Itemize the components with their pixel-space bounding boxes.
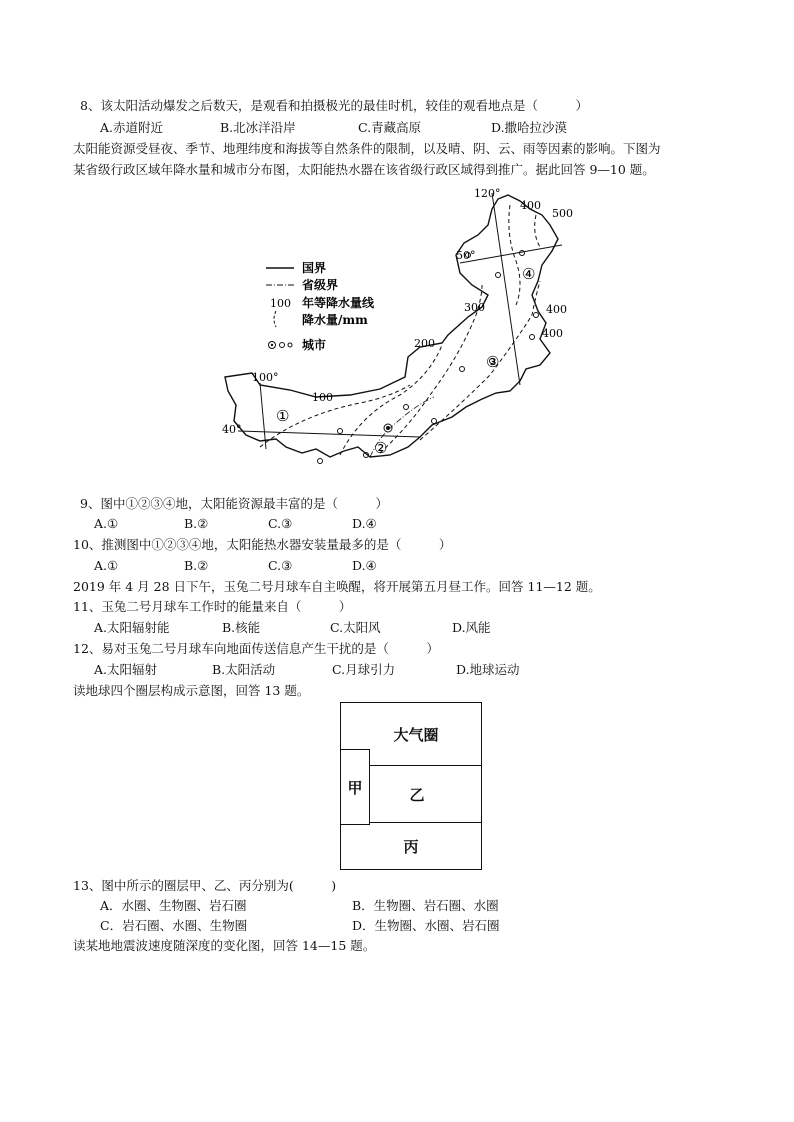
isohyet-value: 400 bbox=[542, 327, 563, 340]
lat-label-40: 40° bbox=[222, 423, 242, 436]
q10-option-d: D.④ bbox=[352, 558, 377, 573]
q9-stem: 9、图中①②③④地，太阳能资源最丰富的是（ ） bbox=[80, 496, 388, 511]
lon-label-120: 120° bbox=[474, 187, 501, 200]
q12-option-c: C.月球引力 bbox=[332, 662, 396, 677]
q11-option-b: B.核能 bbox=[222, 620, 261, 635]
city-marker bbox=[530, 335, 535, 340]
intro-11-12: 2019 年 4 月 28 日下午，玉兔二号月球车自主唤醒，将开展第五月昼工作。回答 11—12 题。 bbox=[73, 579, 601, 594]
intro-9-10-line2: 某省级行政区域年降水量和城市分布图，太阳能热水器在该省级行政区域得到推广。据此回答 9—10 题。 bbox=[73, 162, 655, 177]
q9-option-b: B.② bbox=[184, 516, 209, 531]
q12-option-d: D.地球运动 bbox=[456, 662, 520, 677]
city-marker bbox=[338, 429, 343, 434]
q8-option-d: D.撒哈拉沙漠 bbox=[491, 120, 568, 135]
q13-option-a: A．水圈、生物圈、岩石圈 bbox=[100, 898, 247, 913]
legend-provincial-border: 省级界 bbox=[302, 278, 339, 292]
lat-label-50: 50° bbox=[456, 249, 476, 262]
q11-option-c: C.太阳风 bbox=[330, 620, 381, 635]
earth-spheres-diagram bbox=[340, 702, 482, 870]
q12-option-a: A.太阳辐射 bbox=[94, 662, 158, 677]
legend-isohyet-label: 年等降水量线 bbox=[302, 296, 375, 310]
sphere-top-label: 大气圈 bbox=[393, 725, 439, 744]
q8-stem: 8、该太阳活动爆发之后数天，是观看和拍摄极光的最佳时机，较佳的观看地点是（ ） bbox=[80, 98, 588, 113]
city-marker bbox=[318, 459, 323, 464]
q11-option-d: D.风能 bbox=[452, 620, 491, 635]
q12-option-b: B.太阳活动 bbox=[212, 662, 276, 677]
map-legend bbox=[266, 260, 375, 352]
isohyet-500 bbox=[535, 215, 540, 247]
isohyet-value: 400 bbox=[546, 303, 567, 316]
q10-option-a: A.① bbox=[94, 558, 119, 573]
q10-option-c: C.③ bbox=[268, 558, 293, 573]
isohyet-value: 200 bbox=[414, 337, 435, 350]
intro-13: 读地球四个圈层构成示意图，回答 13 题。 bbox=[73, 683, 310, 698]
q10-option-b: B.② bbox=[184, 558, 209, 573]
region-2: ② bbox=[374, 439, 388, 457]
q12-stem: 12、易对玉兔二号月球车向地面传送信息产生干扰的是（ ） bbox=[73, 641, 439, 656]
q8-option-b: B.北冰洋沿岸 bbox=[220, 120, 296, 135]
lon-label-100: 100° bbox=[252, 371, 279, 384]
sphere-middle-label: 乙 bbox=[409, 785, 425, 804]
intro-9-10-line1: 太阳能资源受昼夜、季节、地理纬度和海拔等自然条件的限制，以及晴、阴、云、雨等因素的影响。下图为 bbox=[73, 141, 661, 156]
sphere-bottom-label: 丙 bbox=[403, 837, 419, 856]
city-marker bbox=[534, 313, 539, 318]
q11-option-a: A.太阳辐射能 bbox=[94, 620, 170, 635]
q13-option-d: D．生物圈、水圈、岩石圈 bbox=[352, 918, 500, 933]
legend-isohyet-sample-value: 100 bbox=[270, 297, 291, 310]
isohyet-value: 400 bbox=[520, 199, 541, 212]
isohyet-value: 500 bbox=[552, 207, 573, 220]
sphere-bottom-cell bbox=[341, 823, 481, 869]
q10-stem: 10、推测图中①②③④地，太阳能热水器安装量最多的是（ ） bbox=[73, 537, 452, 552]
q9-option-c: C.③ bbox=[268, 516, 293, 531]
region-3: ③ bbox=[486, 353, 500, 371]
isohyet-value: 300 bbox=[464, 301, 485, 314]
legend-city: 城市 bbox=[302, 338, 327, 352]
intro-14-15: 读某地地震波速度随深度的变化图，回答 14—15 题。 bbox=[73, 938, 376, 953]
city-capital-center bbox=[387, 427, 390, 430]
region-4: ④ bbox=[522, 265, 536, 283]
q8-option-c: C.青藏高原 bbox=[358, 120, 422, 135]
isohyet-value: 100 bbox=[312, 391, 333, 404]
city-marker bbox=[496, 273, 501, 278]
meridian-100 bbox=[260, 383, 266, 449]
city-marker bbox=[404, 405, 409, 410]
province-outline bbox=[225, 195, 558, 457]
q13-option-b: B．生物圈、岩石圈、水圈 bbox=[352, 898, 499, 913]
isohyet-400-north bbox=[509, 205, 520, 305]
sphere-left-cell bbox=[340, 749, 370, 825]
q9-option-a: A.① bbox=[94, 516, 119, 531]
legend-precip-unit: 降水量/mm bbox=[302, 313, 368, 327]
city-marker bbox=[520, 251, 525, 256]
q11-stem: 11、玉兔二号月球车工作时的能量来自（ ） bbox=[73, 599, 352, 614]
city-marker bbox=[432, 419, 437, 424]
region-1: ① bbox=[276, 407, 290, 425]
q8-option-a: A.赤道附近 bbox=[100, 120, 164, 135]
sphere-left-label: 甲 bbox=[347, 778, 363, 797]
legend-national-border: 国界 bbox=[302, 261, 327, 275]
q9-option-d: D.④ bbox=[352, 516, 377, 531]
precipitation-city-map bbox=[220, 185, 580, 485]
q13-stem: 13、图中所示的圈层甲、乙、丙分别为( ) bbox=[73, 878, 337, 893]
city-marker bbox=[460, 367, 465, 372]
q13-option-c: C．岩石圈、水圈、生物圈 bbox=[100, 918, 248, 933]
